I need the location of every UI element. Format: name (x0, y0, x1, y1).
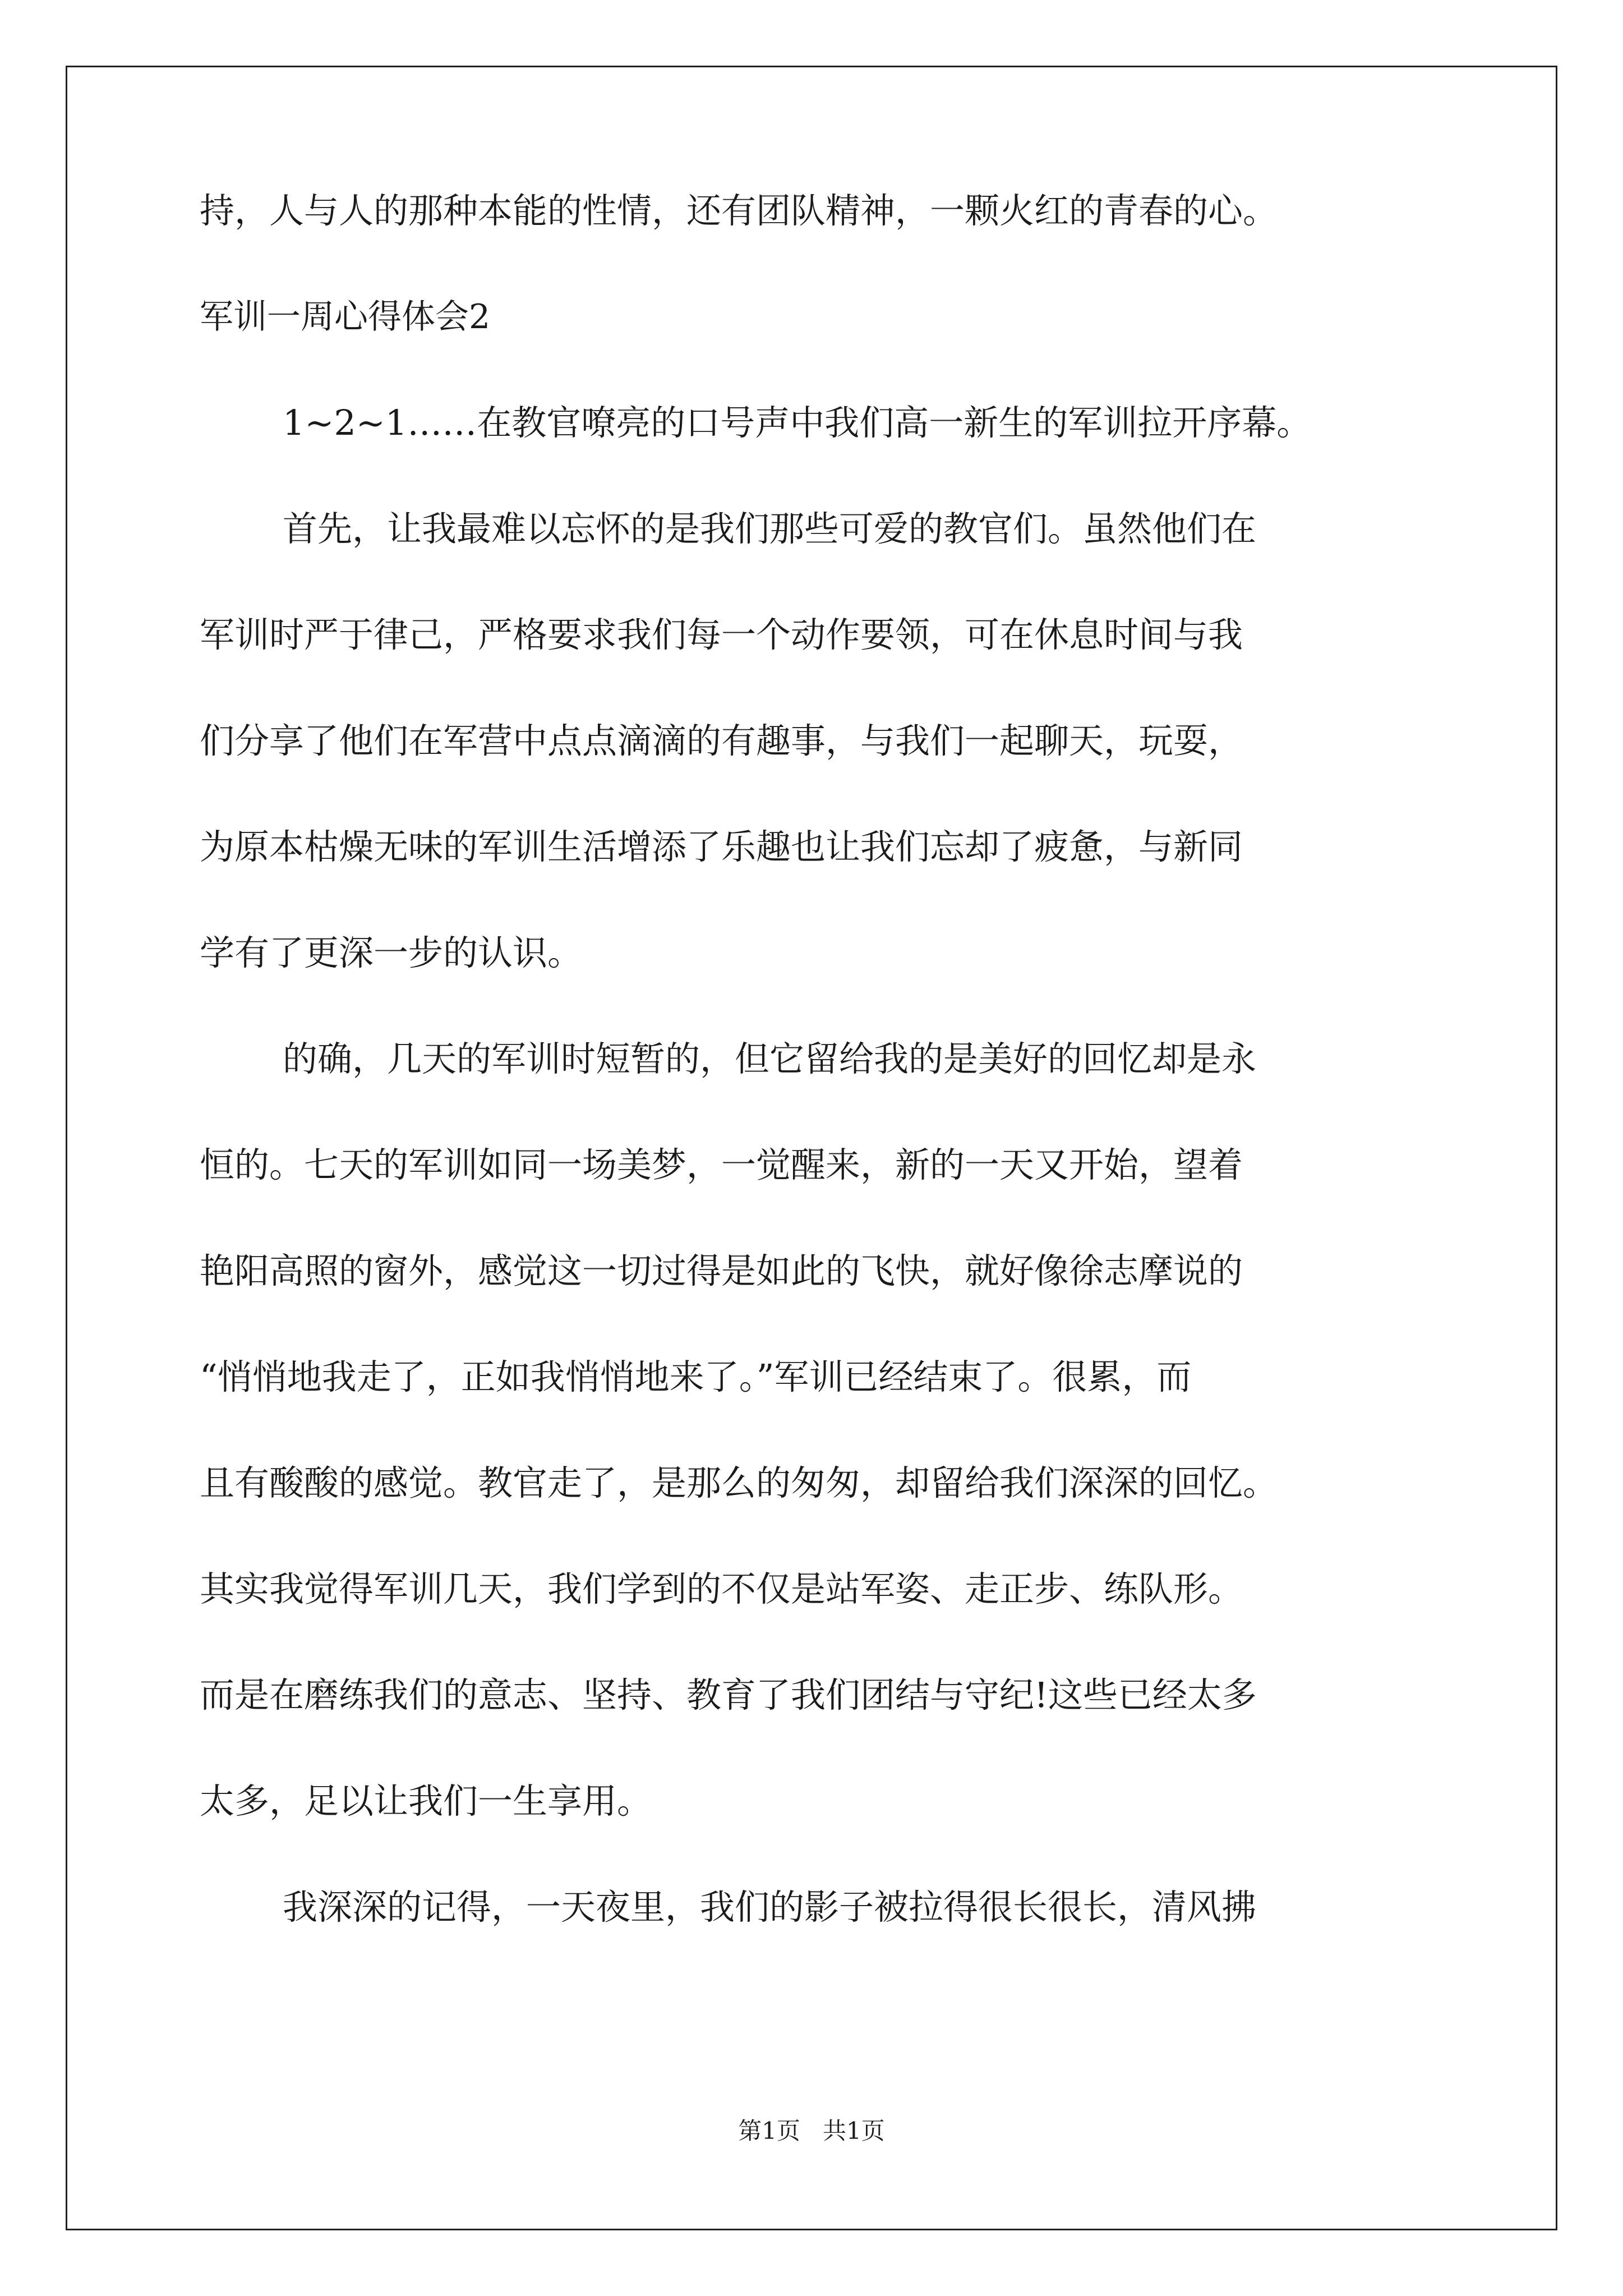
paragraph-start: 首先，让我最难以忘怀的是我们那些可爱的教官们。虽然他们在 (283, 508, 1257, 549)
text-line: 且有酸酸的感觉。教官走了，是那么的匆匆，却留给我们深深的回忆。 (200, 1462, 1278, 1503)
text-line: 艳阳高照的窗外，感觉这一切过得是如此的飞快，就好像徐志摩说的 (200, 1250, 1243, 1291)
text-line: 其实我觉得军训几天，我们学到的不仅是站军姿、走正步、练队形。 (200, 1568, 1243, 1609)
text-line: 学有了更深一步的认识。 (200, 932, 583, 973)
paragraph-start: 1~2~1……在教官嘹亮的口号声中我们高一新生的军训拉开序幕。 (283, 402, 1312, 443)
text-line: 恒的。七天的军训如同一场美梦，一觉醒来，新的一天又开始，望着 (200, 1144, 1243, 1185)
text-line: 军训时严于律己，严格要求我们每一个动作要领，可在休息时间与我 (200, 614, 1243, 655)
text-line: 太多，足以让我们一生享用。 (200, 1780, 652, 1821)
document-body (200, 190, 1433, 1996)
paragraph-start: 我深深的记得，一天夜里，我们的影子被拉得很长很长，清风拂 (283, 1887, 1257, 1927)
page-footer: 第1页 共1页 (738, 2117, 885, 2145)
text-line: 而是在磨练我们的意志、坚持、教育了我们团结与守纪!这些已经太多 (200, 1674, 1257, 1715)
section-heading: 军训一周心得体会2 (200, 297, 491, 337)
text-line: “悄悄地我走了，正如我悄悄地来了。”军训已经结束了。很累，而 (200, 1356, 1192, 1397)
text-line: 为原本枯燥无味的军训生活增添了乐趣也让我们忘却了疲惫，与新同 (200, 826, 1243, 867)
paragraph-start: 的确，几天的军训时短暂的，但它留给我的是美好的回忆却是永 (283, 1038, 1257, 1079)
text-line: 持，人与人的那种本能的性情，还有团队精神，一颗火红的青春的心。 (200, 190, 1278, 231)
text-line: 们分享了他们在军营中点点滴滴的有趣事，与我们一起聊天，玩耍， (200, 720, 1243, 761)
